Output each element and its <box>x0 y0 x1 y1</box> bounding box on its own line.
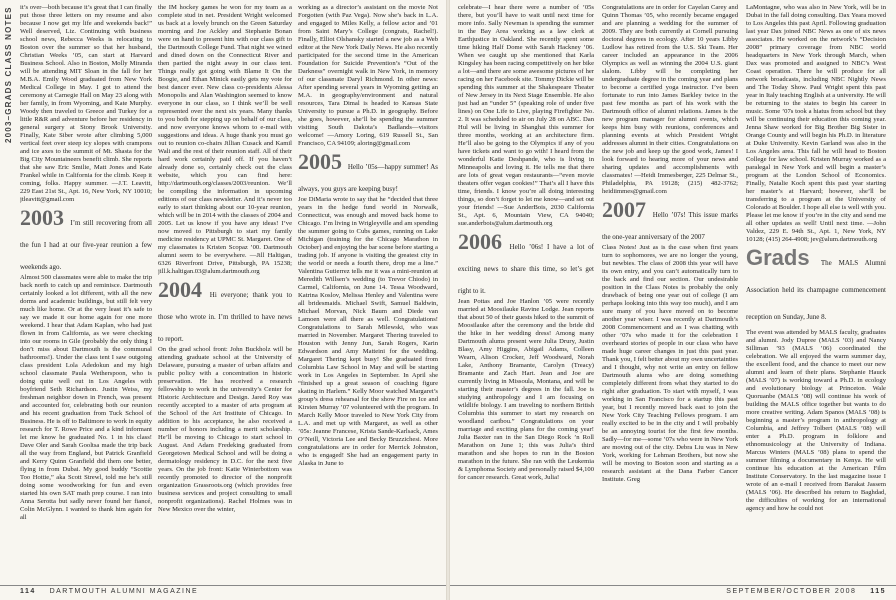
class-year-number: 2003 <box>20 205 64 230</box>
class-year-heading <box>298 151 438 195</box>
section-sidebar-label: 2003–GRADS CLASS NOTES <box>4 6 13 143</box>
class-year-heading <box>158 279 292 345</box>
class-year-number: 2004 <box>158 277 202 302</box>
right-column-1 <box>458 4 594 576</box>
class-note-text: LaMontagne, who was also in New York, will be in Dubai in the fall doing consulting. Dax Yeara moved to Los Angeles this past April. Following graduation last year Dax joined NBC News as one of six news associates. He worked on the network’s “Decision 2008” primary coverage from NBC world headquarters in New York through March, when Dax was promoted and assigned to NBC’s West Coast operation. There he will produce for all network broadcasts, including NBC Nightly News and The Today Show. Paul Wright spent this past year in Italy teaching English at a university. He will be returning to the states to begin his career in music. Some ’07s took a hiatus from school but they will be continuing their education this coming year. Jenna Shaw worked for Big Brother Big Sister in Orange County and will begin his Ph.D. in literature at Duke University. Kevin Garland was also in the Los Angeles area. This fall he will head to Boston College for law school. Kristen Murray worked as a paralegal in New York and will begin a master’s program at the London School of Economics. Finally, Natalie Koch spent this past year starting her master’s at Harvard; however, she’ll be transferring to a program at the University of Colorado at Boulder. I hope all else is well with you. Please let me know if you’re in the city and send me all other updates as well! Until next time. —John Valdez, 229 E. 94th St., Apt. 1, New York, NY 10128; (415) 264-4908; jev@alum.dartmouth.org <box>746 4 886 243</box>
class-note-text: Joe DiMaria wrote to say that he “decided that three years in the hedge fund world in Norwalk, Connecticut, was enough and moved back home to Chicago. I’m living in Wrigleyville and am spending the summer going to Cubs games, running on Lake Michigan (training for the Chicago Marathon in October) and enjoying the bar scene before starting a trading job. If anyone is visiting the greatest city in the world or needs a fourth there, drop me a line.” Valentina Gutierrez tells me it was a mini-reunion at Meredith Willsen’s wedding (to Trevor Chiodo) in Carmel, California, on June 14. Tessa Woodward, Katrina Koslov, Melissa Henley and Valentina were all bridesmaids. Michael Swift, Samuel Baldwin, Michael Morvan, Nick Baum and Diede van Lamoen were all there as well. Congratulations! Congratulations to Sarah Milewski, who was married in November. Margaret Thering traveled to Houston with Jenny Jun, Sarah Rogers, Karin Edwardson and Amy Matteini for the wedding. Margaret Thering kept busy! She graduated from Columbia Law School in May and will be starting work in Los Angeles in September. In April she “finished up a great season of coaching figure skating in Harlem.” Kelly Moor watched Margaret’s group’s dress rehearsal for the show Fire on Ice and Kirsten Murray ’07 volunteered with the program. In March Kelly Moor traveled to New York City from L.A. and met up with Margaret, as well as other ’05s: Jeanne Francese, Krista Sande-Karlsack, Ames O’Neill, Victoria Lee and Becky Bruzzichesi. More congratulations are in order for Merrick Johnston, who is engaged! She had an engagement party in Alaska in June to <box>298 196 438 467</box>
grads-heading <box>746 247 886 328</box>
class-note-text: celebrate—I hear there were a number of ’05s there, but you’ll have to wait until next time for more info. Sally Newman is spending the summer in the Bay Area working as a law clerk at Earthjustice in Oakland. She recently spent some time hiking Half Dome with Sarah Hackney ’06. When we caught up she mentioned that Karla Kingsley has been racing competitively on her bike a lot—and there are some awesome pictures of her racing on her Facebook site. Tommy Dickie will be spending this summer at the Shakespeare Theater of New Jersey in its Next Stage Ensemble. He also just had an “under 5” (speaking role of under five lines) on One Life to Live, playing Firefighter No. 2. It was scheduled to air on July 28 on ABC. Dan Hul will be living in Shanghai this summer for three months, working at an architecture firm. He’ll also be going to the Olympics if any of you have tickets and want to go with! I heard from the wonderful Katie Deshpande, who is living in Minneapolis and loving it. He tells me that there are lots of great vegan restaurants—“even movie theaters offer vegan cookies!” That’s all I have this time, friends. I know you’re all doing interesting things, so don’t forget to let me know—and set out your friends! —Sue AnderBois, 2030 California St., Apt. 6, Mountain View, CA 94040; sue.anderbois@alum.dartmouth.org <box>458 4 594 227</box>
class-note-text: Congratulations are in order for Cayelan Carey and Quinn Thomas ’05, who recently became engaged and are planning a wedding for the summer of 2009. They are both currently at Cornell pursuing doctoral degrees in ecology. After 10 years Libby Ludlow has retired from the U.S. Ski Team. Her career included an appearance in the 2006 Olympics as well as winning the 2004 U.S. giant slalom. Libby will be completing her undergraduate degree in the coming year and plans to become a certified yoga instructor. I’ve been fortunate to run into James Barkley twice in the past few months as part of his work with the Dartmouth office of alumni relations. James is the new program manager for alumni events, which keeps him busy with reunions, conferences and planning events at which President Wright addresses alumni in their cities. Congratulations on the new job and keep up the good work, James! I look forward to hearing more of your news and sharing updates and accomplishments with classmates! —Heidi Immesberger, 225 Delmar St., Philadelphia, PA 19128; (215) 482-3762; heidiimmes@gmail.com <box>602 4 738 195</box>
footer-rule <box>0 585 446 586</box>
class-intro: Hi everyone; thank you to those who wrote in. I’m thrilled to have news to report. <box>158 291 292 343</box>
class-intro: I’m still recovering from all the fun I had at our five-year reunion a few weekends ago. <box>20 219 152 271</box>
left-column-3 <box>298 4 438 576</box>
issue-date: SEPTEMBER/OCTOBER 2008 <box>726 588 857 595</box>
left-column-2 <box>158 4 292 576</box>
right-column-3 <box>746 4 886 576</box>
class-note-text: On the grad school front: John Buckholz will be attending graduate school at the University of Delaware, pursuing a master of urban affairs and public policy with a concentration in historic preservation. He has received a research fellowship to work in the university’s Center for Historic Architecture and Design. Jared Roy was recently accepted to a master of arts program at the School of the Art Institute of Chicago. In addition to his acceptance, he also received a number of honors including a merit scholarship. He’ll be moving to Chicago to start school in August. And Adam Fredeking graduated from Georgetown Medical School and will be doing a dermatology residency in D.C. for the next five years. On the job front: Katie Winterbottom was recently promoted to director of the nonprofit organization Grassroots.org (which provides free business services and project consulting to small nonprofit organizations). Rachel Holmes was in New Mexico over the winter, <box>158 346 292 513</box>
right-page <box>450 0 896 600</box>
right-column-2 <box>602 4 738 576</box>
class-intro: Hello ’07s! This issue marks the one-year anniversary of the 2007 <box>602 211 738 241</box>
page-number: 115 <box>870 588 886 595</box>
class-note-text: Jean Pottas and Joe Hanlon ’05 were recently married at Moosilauke Ravine Lodge. Jean reports that about 50 of their guests hiked to the summit of Moosilauke after the ceremony and the bride did the hike in her wedding dress! Among many Dartmouth alums present were Julia Drury, Justin Blasy, Amy Higgins, Abigail Adams, Colleen Wearn, Alison Crocker, Jeff Woodward, Norah Lake, Anthony Bramante, Carolyn (Treacy) Bramante and Zach Hart. Jean and Joe are currently living in Missoula, Montana, and will be starting their master’s degrees in the fall. Joe is studying anthropology and I am focusing on wildlife biology. I am traveling to northern British Columbia this summer to start my research on woodland caribou.” Congratulations on your marriage and exciting plans for the coming year! Julia Baxter ran in the San Diego Rock ’n Roll Marathon on June 1; this was Julia’s third marathon and she hopes to run in the Boston marathon in the future. She ran with the Leukemia & Lymphoma Society and personally raised $4,100 for cancer research. Great work, Julia! <box>458 298 594 481</box>
left-page <box>0 0 446 600</box>
magazine-title: DARTMOUTH ALUMNI MAGAZINE <box>49 588 199 595</box>
class-year-heading <box>458 231 594 297</box>
grads-title: Grads <box>746 245 810 270</box>
class-intro: Hello ’06s! I have a lot of exciting news to share this time, so let’s get right to it. <box>458 243 594 295</box>
class-year-number: 2006 <box>458 229 502 254</box>
left-column-1 <box>20 4 152 576</box>
class-intro: Hello ’05s—happy summer! As always, you guys are keeping busy! <box>298 163 438 193</box>
class-year-heading <box>602 199 738 243</box>
class-note-text: working as a director’s assistant on the movie Not Forgotten (with Paz Vega). Now she’s back in L.A. and engaged to Miles Kelly, a fellow actor and ’01 from Saint Mary’s College (congrats, Rachel!). Finally, Elliot Olshansky started a new job as a Web editor at the New York Daily News. He also recently participated for the second time in the American Foundation for Suicide Prevention’s “Out of the Darkness” overnight walk in New York, in memory of our classmate Daryl Richmond. In other news: After spending several years in Wyoming getting an M.A. in geography/environment and natural resources, Tara Dimal is headed to Kansas State University to pursue a Ph.D. in geography. Before she goes, however, she’ll be spending the summer visiting South Dakota’s Badlands—visitors welcome! —Amory Loring, 619 Russell St., San Francisco, CA 94109; aloring@gmail.com <box>298 4 438 147</box>
left-footer <box>20 588 198 595</box>
class-year-number: 2005 <box>298 149 342 174</box>
footer-rule <box>450 585 896 586</box>
class-intro: The MALS Alumni Association held its champagne commencement reception on Sunday, June 8. <box>746 259 886 321</box>
class-note-text: it’s over—both because it’s great that I can finally put those three letters on my resume and also because I now get my life and weekends back!” Well deserved, Liz. Continuing with business school news, Rebecca Weeks is relocating to Boston over the summer so that her husband, Christian Weeks ’05, can start at Harvard Business School. Also in Boston, Molly Miranda will be attending MIT Sloan in the fall for her M.B.A. Emily Wood graduated from New York Medical College in May. I got to attend the ceremony at Carnegie Hall on May 23 along with her family, in from Wyoming, and Kate Murphy. Woody then traveled to Greece and Turkey for a little R&R and adventure before her residency in general surgery at Stony Brook University. Finally, Kate Siber wrote after climbing 5,000 vertical feet over steep icy slopes with crampons and ice axes to the summit of Mt. Shasta for the Big City Mountaineers benefit climb. She reports that she saw Eric Smilie, Matt Jones and Kate Frankel while in California for the climb. Keep it coming, folks. Happy summer. —J.T. Leavitt, 229 East 21st St., Apt. 16, New York, NY 10010; jtleavitt@gmail.com <box>20 4 152 203</box>
page-number: 114 <box>20 588 36 595</box>
class-year-heading <box>20 207 152 273</box>
right-footer <box>726 588 886 595</box>
class-note-text: Almost 500 classmates were able to make the trip back north to catch up and reminisce. Dartmouth certainly looked a lot different, with all the new dorms and academic buildings, but still felt very much like home. Or at the very least it’s safe to say we made it our home again for one more weekend. I hear that Adam Kaplan, who had just flown in from California, as we were checking into our rooms in Gile (probably the only thing I don’t miss about Dartmouth is the communal bathrooms!). Under the class tent I saw outgoing class president Lola Adedokun and my high school classmate Paula Wetherspoon, who is doing quite well out in Los Angeles with boyfriend Seth Richardson. Justin Weiss, my freshman neighbor down in French, was present and accounted for, celebrating both our reunion and his recent graduation from Tuck School of Business. He is off to Baltimore to work in equity research for T. Rowe Price and a kind informant let me know he graduated No. 1 in his class! Dave Oler and Sarah Gooltsa made the trip back all the way from England, but Patrick Granfield and Kerry Quinn Granfield did them one better, flying in from Dubai. My good buddy “Scottie Too Hottie,” aka Scott Strewl, told me he’s still doing some woodworking for fun and even started his own SAT math prep course. I ran into Anna Serotta but sadly never found her fiancé, Colin McGlynn. I wanted to thank him again for all <box>20 274 152 521</box>
class-note-text: The event was attended by MALS faculty, graduates and alumni. Jody Dupree (MALS ’03) and Nancy Silliman ’93 (MALS ’06) coordinated the celebration. We all enjoyed the warm summer day, the excellent food, and the chance to meet our new alumni and learn of their plans. Stephanie Hauck (MALS ’07) is working toward a Ph.D. in ecology and evolutionary biology at Princeton. Wale Quoruanbe (MALS ’08) will continue his work of building the MALS office together but wants to do more creative writing. Adam Spanos (MALS ’08) is beginning a master’s program in anthropology at Columbia, and Jeffrey Tolbert (MALS ’08) will enter a Ph.D. program in folklore and ethnomusicology at the University of Indiana. Marcus Winters (MALS ’08) plans to spend the summer filming a documentary in Kenya. He will continue his education at the American Film Institute Conservatory. In the last magazine issue I wrote of an e-mail I received from Barakat Jassem (MALS ’06). He described his return to Baghdad, the difficulties of working for an international agency and how he could not <box>746 329 886 512</box>
class-note-text: Class Notes! Just as is the case when first years turn to sophomores, we are no longer the young, but newbies. The class of 2008 this year will have its own entry, and you can’t automatically turn to the back and find our section. Our undesirable position in the Class Notes is probably the only drawback of being one year out of college (I am perhaps looking into this way too much), and I am sure many of you have moved on to become another year wiser. I was recently at Dartmouth’s 2008 Commencement and as I was chatting with other ’07s who made it for the celebration I overheard stories of people in our class who have made huge career changes in just this past year. Thank you, I felt better about my own uncertainties and I thought, why not write an entry on fellow Dartmouth alums who are doing something completely different from what they started to do right after graduation. To start with myself, I was working in San Francisco for a startup this past year, but I recently moved back east to join the New York City Teaching Fellows program. I am really excited to be in the city and I will probably be an annoying tourist for the first few months. Sadly—for me—some ’07s who were in New York are moving out of the city. Debra Liu was in New York, working for Lehman Brothers, but now she will be moving to Boston soon and starting as a research assistant at the Dana Farber Cancer Institute. Greg <box>602 244 738 483</box>
class-note-text: the IM hockey games he won for my team as a complete stud in net. President Wright welcomed us back at a lovely brunch on the Green Saturday morning and Joe Ackley and Stephanie Bonan were on hand to present him with our class gift to the Dartmouth College Fund. That night we wined and dined down on the Connecticut River and then partied the night away in our class tent. Things really got going with Blame It On the Boogie, and Ethan Minick easily gets my vote for best dancer ever. New class co-presidents Alessa Monopolis and Alan Washington seemed to know everyone in our class, so I think we’ll be well represented over the next six years. Many thanks to you both for stepping up on behalf of our class, and now everyone knows whom to e-mail with suggestions and ideas. A huge thank you must go out to reunion co-chairs Jillian Cusack and Kamil Wali and the rest of their reunion staff. All of their hard work certainly paid off. If you haven’t already done so, certainly check out the class website, which you can find here: http://dartmouth.org/classes/2003/reunion. We’ll be compiling the information in upcoming editions of our class newsletter. And it’s never too early to start thinking about our 10-year reunion, which will be in 2014 with the classes of 2004 and 2005. Let us know if you have any ideas! I’ve now moved to Pittsburgh to start my family medicine residency at UPMC St. Margaret. One of my classmates is Kristen Scopaz ’00. Dartmouth alumni seem to be everywhere. —Jill Haltigan, 6326 Riverfront Drive, Pittsburgh, PA 15238; jill.k.haltigan.03@alum.dartmouth.org <box>158 4 292 275</box>
class-year-number: 2007 <box>602 197 646 222</box>
